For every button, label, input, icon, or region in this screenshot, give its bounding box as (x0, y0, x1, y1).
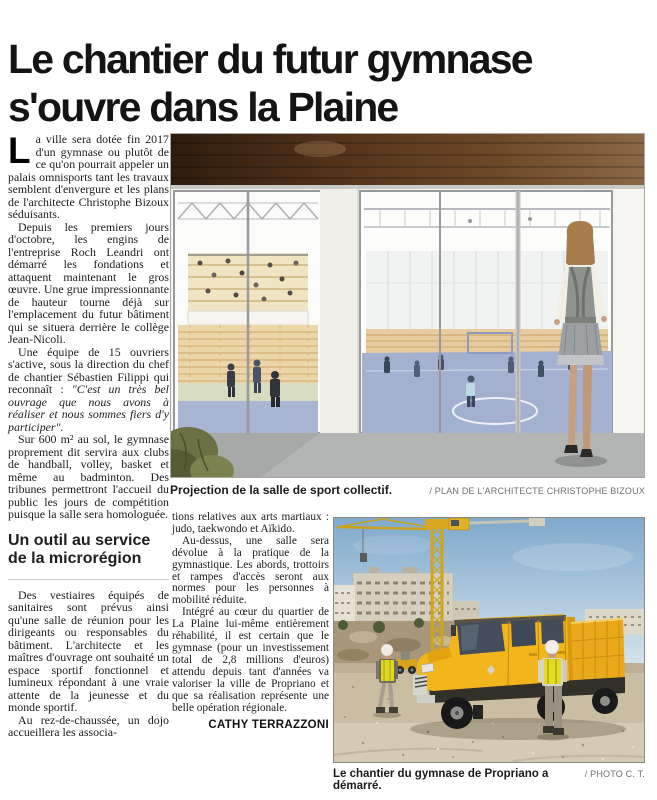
paragraph: Sur 600 m² au sol, le gymnase proprement dit servira aux clubs de handball, volley, basket et même au badminton. Des tribunes permettront l'accueil du public les jours de compétition puisque la salle sera homologuée. (8, 432, 169, 521)
paragraph: Intégré au cœur du quartier de La Plaine lui-même entièrement réhabilité, il est certain que le gymnase (pour un investissement total de 2,8 millions d'euros) attendu depuis tant d'années va valoriser la ville de Propriano et que sa réalisation représente une belle opération régionale. (172, 606, 329, 714)
section-subhead: Un outil au service de la microrégion (8, 532, 169, 580)
rendering-caption-row (170, 483, 645, 497)
hi-vis-vest (381, 660, 394, 681)
paragraph: Au rez-de-chaussée, un dojo accueillera les associa- (8, 712, 169, 739)
hard-hat (545, 640, 559, 654)
drop-cap: L (8, 130, 31, 171)
wood-ceiling (170, 133, 645, 189)
rendering-caption: Projection de la salle de sport collectif. (170, 483, 393, 497)
rendering-figure (170, 133, 645, 497)
architectural-rendering-illustration (170, 133, 645, 478)
central-pillar (320, 189, 360, 439)
headline-line2: s'ouvre dans la Plaine (8, 84, 398, 131)
photo-figure (333, 517, 645, 792)
article-column-left (8, 130, 169, 739)
author-byline: CATHY TERRAZZONI (208, 719, 329, 732)
paragraph-lead (8, 130, 169, 221)
article-headline (8, 35, 654, 131)
hard-hat (381, 644, 393, 656)
hi-vis-vest (544, 659, 561, 684)
photo-credit: / PHOTO C. T. (584, 769, 645, 779)
paragraph: Depuis les premiers jours d'octobre, les engins de l'entreprise Roch Leandri ont démarré les fondations et attaquent maintenant le gros œuvre. Une grue impressionnante de hauteur tourne déjà sur l'emplacement du futur bâtiment qui se situera derrière le collège Jean-Nicoli. (8, 219, 169, 346)
rendering-credit: / PLAN DE L'ARCHITECTE CHRISTOPHE BIZOUX (429, 486, 645, 496)
paragraph-continuation: tions relatives aux arts martiaux : judo, taekwondo et Aïkido. (172, 511, 329, 535)
paragraph: Au-dessus, une salle sera dévolue à la pratique de la gymnastique. Les abords, trottoirs et rampes d'accès seront aux normes pour les personnes à mobilité réduite. (172, 534, 329, 607)
photo-caption: Le chantier du gymnase de Propriano a démarré. (333, 768, 549, 792)
grey-vest (565, 267, 596, 323)
headline-line1: Le chantier du futur gymnase (8, 36, 532, 83)
construction-site-photo-illustration (333, 517, 645, 763)
paragraph-lead-text: a ville sera dotée fin 2017 d'un gymnase ou plutôt de ce qu'on pourrait appeler un palais omnisports tant les travaux semblent d'envergure et les plans de l'architecte Christophe Bizoux séduisants. (8, 132, 169, 221)
paragraph-text: Une équipe de 15 ouvriers s'active, sous la direction du chef de chantier Sébastien Filippi qui reconnaît : (8, 344, 169, 396)
paragraph: Des vestiaires équipés de sanitaires sont prévus ainsi qu'une salle de réunion pour les dirigeants ou responsables du bâtiment. L'architecte et les maîtres d'ouvrage ont souhaité un espace sportif fonctionnel et lumineux répondant à une vraie attente de la jeunesse et du monde sportif. (8, 587, 169, 714)
article-column-middle (172, 512, 329, 731)
glass-wall-left (174, 191, 322, 433)
inline-quote: "C'est un très bel ouvrage que nous avons à réaliser et nous sommes fiers d'y participer". (8, 382, 169, 434)
hair (566, 221, 595, 268)
paragraph-with-quote (8, 346, 169, 434)
photo-caption-row (333, 768, 645, 792)
